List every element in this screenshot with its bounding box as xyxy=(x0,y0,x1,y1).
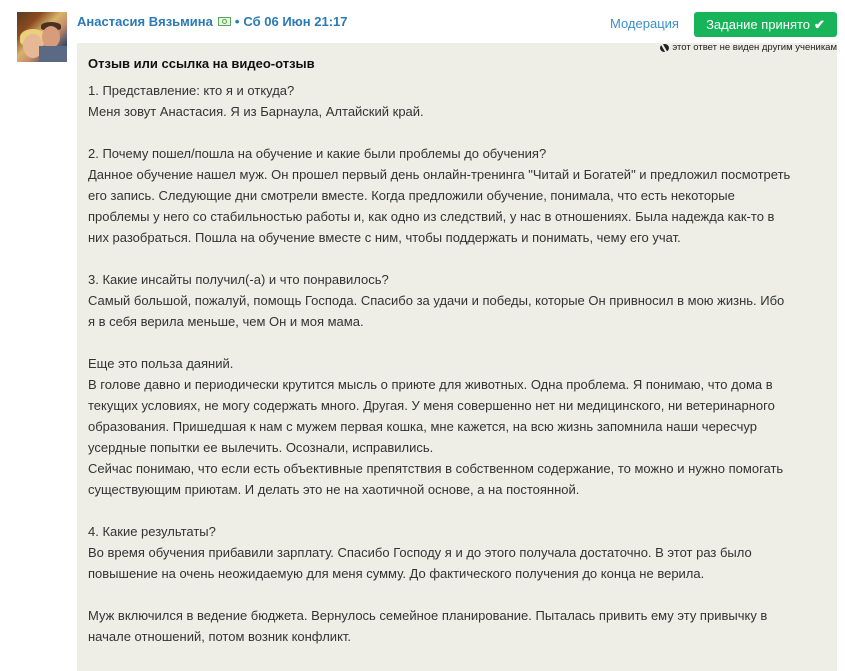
answer-line: я в себя верила меньше, чем Он и моя мама. xyxy=(88,314,364,329)
header-separator: • xyxy=(234,14,240,29)
answer-line: Меня зовут Анастасия. Я из Барнаула, Алтайский край. xyxy=(88,104,424,119)
answer-line: 1. Представление: кто я и откуда? xyxy=(88,83,295,98)
answer-title: Отзыв или ссылка на видео-отзыв xyxy=(88,56,315,71)
answer-line: существующим приютам. И делать это не на хаотичной основе, а на постоянной. xyxy=(88,482,580,497)
answer-line: образования. Пришедшая к нам с мужем первая кошка, мне кажется, на всю жизнь запомнила наши чересчур xyxy=(88,419,757,434)
answer-content-box xyxy=(77,43,837,671)
answer-line: текущих условиях, не могу содержать много. Другая. У меня совершенно нет ни медицинского, ни ветеринарного xyxy=(88,398,775,413)
blank-line xyxy=(88,248,828,269)
blank-line xyxy=(88,500,828,521)
task-accepted-label: Задание принято xyxy=(706,17,811,32)
answer-line: Во время обучения прибавили зарплату. Спасибо Господу я и до этого получала достаточно. В этот раз было xyxy=(88,545,752,560)
blank-line xyxy=(88,332,828,353)
blank-line xyxy=(88,584,828,605)
money-icon xyxy=(218,17,231,26)
answer-line: В голове давно и периодически крутится мысль о приюте для животных. Одна проблема. Я понимаю, что дома в xyxy=(88,377,773,392)
task-accepted-button[interactable] xyxy=(694,12,837,37)
answer-line: 4. Какие результаты? xyxy=(88,524,216,539)
answer-line: Сейчас понимаю, что если есть объективные препятствия в собственном содержание, то можно и нужно помогать xyxy=(88,461,784,476)
answer-body xyxy=(88,80,828,647)
checkmark-icon: ✔ xyxy=(814,16,825,32)
visibility-note xyxy=(660,42,837,53)
answer-line: усердные попытки ее вылечить. Осознали, исправились. xyxy=(88,440,434,455)
answer-line: 3. Какие инсайты получил(-а) и что понравилось? xyxy=(88,272,389,287)
author-avatar[interactable] xyxy=(17,12,67,62)
avatar-photo-detail xyxy=(42,26,60,48)
answer-line: 2. Почему пошел/пошла на обучение и какие были проблемы до обучения? xyxy=(88,146,547,161)
visibility-note-text: этот ответ не виден другим ученикам xyxy=(672,42,837,53)
answer-line: Еще это польза даяний. xyxy=(88,356,234,371)
eye-slash-icon xyxy=(660,44,669,52)
answer-line: Самый большой, пожалуй, помощь Господа. Спасибо за удачи и победы, которые Он привносил в мою жизнь. Ибо xyxy=(88,293,785,308)
answer-line: начале отношений, потом возник конфликт. xyxy=(88,629,352,644)
answer-line: Данное обучение нашел муж. Он прошел первый день онлайн-тренинга "Читай и Богатей" и предложил посмотреть xyxy=(88,167,791,182)
blank-line xyxy=(88,122,828,143)
answer-line: Муж включился в ведение бюджета. Вернулось семейное планирование. Пыталась привить ему эту привычку в xyxy=(88,608,768,623)
moderation-link[interactable]: Модерация xyxy=(610,16,679,31)
author-name-link[interactable]: Анастасия Вязьмина xyxy=(77,14,213,29)
avatar-photo-detail xyxy=(39,46,67,62)
answer-line: них разобраться. Пошла на обучение вместе с ним, чтобы поддержать и понимать, чему его учат. xyxy=(88,230,681,245)
answer-line: проблемы у него со стабильностью работы и, как одно из следствий, у нас в отношениях. Была надежда как-то в xyxy=(88,209,775,224)
answer-line: повышение на очень неожидаемую для меня сумму. До фактического получения до конца не верила. xyxy=(88,566,705,581)
post-header xyxy=(77,14,348,29)
answer-line: его запись. Следующие дни смотрели вместе. Когда предложили обучение, понимала, что есть некоторые xyxy=(88,188,735,203)
post-date-link[interactable]: Сб 06 Июн 21:17 xyxy=(243,14,348,29)
